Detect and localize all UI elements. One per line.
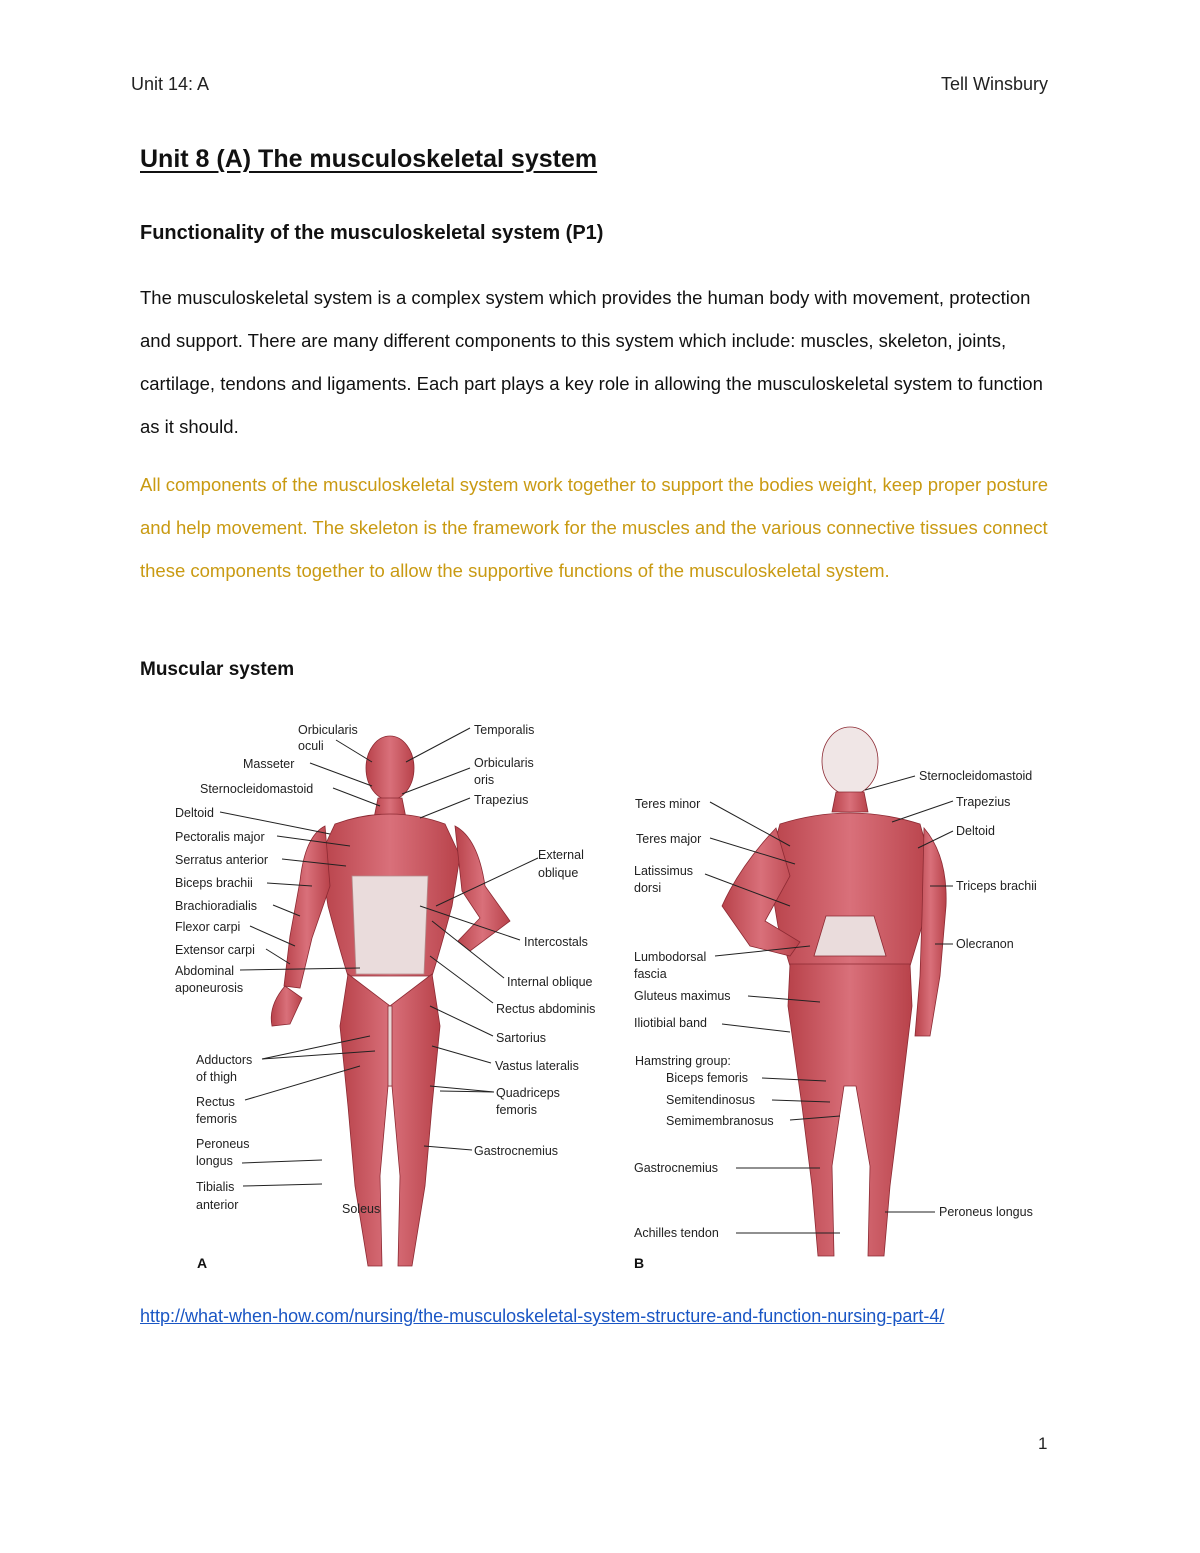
label-teres-major: Teres major (636, 832, 702, 846)
muscle-diagram-svg (140, 706, 1060, 1286)
label-tibialis: Tibialis (196, 1180, 235, 1194)
back-body-figure (722, 727, 946, 1256)
header-left: Unit 14: A (131, 74, 210, 94)
body-paragraph-2: All components of the musculoskeletal system work together to support the bodies weight, keep proper posture and help movement. The skeleton is the framework for the muscles and the various connective tissues connect these components together to allow the supportive functions of the musculoskeletal system. (140, 474, 1049, 581)
label-gluteus-maximus: Gluteus maximus (634, 989, 731, 1003)
label-rectus: Rectus (196, 1095, 235, 1109)
label-internal-oblique: Internal oblique (507, 975, 593, 989)
label-oris: oris (474, 773, 495, 787)
label-sternocleidomastoid: Sternocleidomastoid (200, 782, 314, 796)
label-of-thigh: of thigh (196, 1070, 238, 1084)
label-biceps-femoris: Biceps femoris (666, 1071, 748, 1085)
header-right: Tell Winsbury (940, 74, 1048, 94)
label-dorsi: dorsi (634, 881, 662, 895)
label-olecranon: Olecranon (956, 937, 1014, 951)
label-external: External (538, 848, 584, 862)
front-right-labels (474, 723, 595, 1158)
label-sartorius: Sartorius (496, 1031, 547, 1045)
source-link[interactable]: http://what-when-how.com/nursing/the-musculoskeletal-system-structure-and-function-nursing-part-4/ (140, 1306, 945, 1326)
label-gastrocnemius-back: Gastrocnemius (634, 1161, 719, 1175)
label-peroneus: Peroneus (196, 1137, 250, 1151)
label-femoris-2: femoris (496, 1103, 537, 1117)
label-orbicularis: Orbicularis (298, 723, 358, 737)
label-trapezius: Trapezius (474, 793, 529, 807)
label-longus: longus (196, 1154, 233, 1168)
muscular-system-figure (140, 706, 1060, 1286)
label-lumbodorsal: Lumbodorsal (634, 950, 707, 964)
label-teres-minor: Teres minor (635, 797, 701, 811)
label-peroneus-longus-back: Peroneus longus (939, 1205, 1033, 1219)
label-hamstring-group: Hamstring group: (635, 1054, 731, 1068)
section-heading: Muscular system (140, 659, 295, 680)
label-achilles-tendon: Achilles tendon (634, 1226, 719, 1240)
page-number: 1 (1038, 1434, 1048, 1453)
label-adductors: Adductors (196, 1053, 253, 1067)
label-flexor-carpi: Flexor carpi (175, 920, 241, 934)
label-brachioradialis: Brachioradialis (175, 899, 257, 913)
label-biceps-brachii: Biceps brachii (175, 876, 253, 890)
label-trapezius-back: Trapezius (956, 795, 1011, 809)
label-abdominal: Abdominal (175, 964, 235, 978)
label-extensor-carpi: Extensor carpi (175, 943, 255, 957)
label-triceps-brachii: Triceps brachii (956, 879, 1037, 893)
label-orbicularis-2: Orbicularis (474, 756, 534, 770)
label-masseter: Masseter (243, 757, 295, 771)
body-paragraph-1: The musculoskeletal system is a complex system which provides the human body with movement, protection and support. There are many different components to this system which include: muscles, skeleton, joints, cartilage, tendons and ligaments. Each part plays a key role in allowing the musculoskeletal system to function as it should. (140, 287, 1043, 437)
label-temporalis: Temporalis (474, 723, 535, 737)
figure-letter-a: A (197, 1255, 208, 1271)
label-aponeurosis: aponeurosis (175, 981, 244, 995)
label-serratus-anterior: Serratus anterior (175, 853, 269, 867)
label-oblique: oblique (538, 866, 579, 880)
label-gastrocnemius: Gastrocnemius (474, 1144, 559, 1158)
figure-letter-b: B (634, 1255, 645, 1271)
label-intercostals: Intercostals (524, 935, 588, 949)
label-semimembranosus: Semimembranosus (666, 1114, 774, 1128)
section-subtitle: Functionality of the musculoskeletal system (P1) (140, 222, 604, 244)
label-soleus: Soleus (342, 1202, 381, 1216)
label-latissimus: Latissimus (634, 864, 694, 878)
label-sternocleidomastoid-back: Sternocleidomastoid (919, 769, 1033, 783)
label-anterior: anterior (196, 1198, 239, 1212)
label-deltoid: Deltoid (175, 806, 214, 820)
document-title: Unit 8 (A) The musculoskeletal system (140, 145, 598, 173)
label-iliotibial-band: Iliotibial band (634, 1016, 707, 1030)
label-oculi: oculi (298, 739, 324, 753)
label-quadriceps: Quadriceps (496, 1086, 560, 1100)
front-body-figure (271, 736, 510, 1266)
label-rectus-abdominis: Rectus abdominis (496, 1002, 596, 1016)
label-fascia: fascia (634, 967, 667, 981)
label-femoris: femoris (196, 1112, 237, 1126)
label-pectoralis-major: Pectoralis major (175, 830, 265, 844)
label-semitendinosus: Semitendinosus (666, 1093, 755, 1107)
label-deltoid-back: Deltoid (956, 824, 995, 838)
label-vastus-lateralis: Vastus lateralis (495, 1059, 579, 1073)
